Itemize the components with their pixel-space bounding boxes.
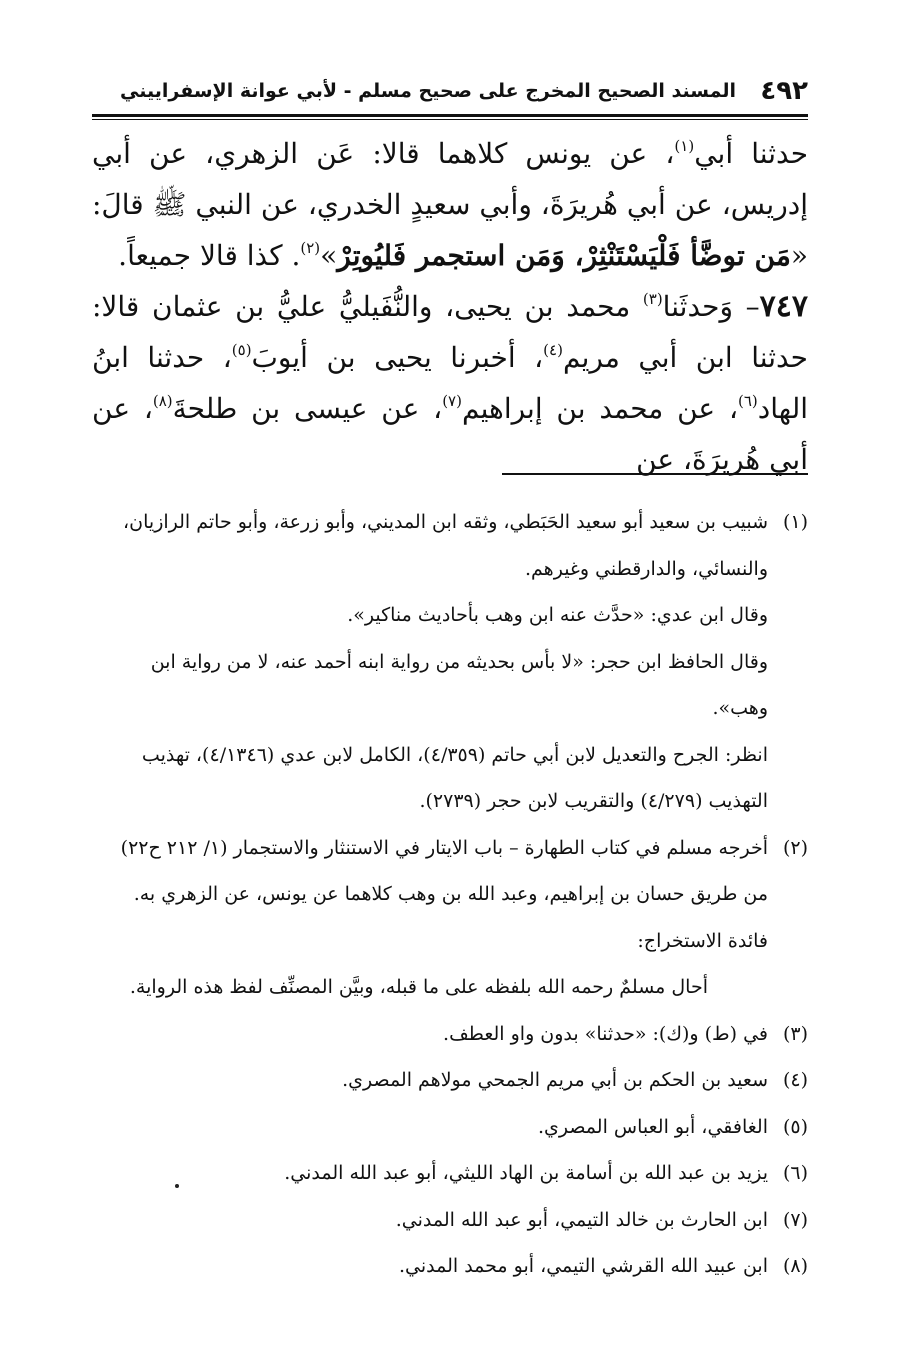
footnote-line: شبيب بن سعيد أبو سعيد الحَبَطي، وثقه ابن المديني، وأبو زرعة، وأبو حاتم الرازيان، والنسائي، والدارقطني وغيرهم. [123,511,768,580]
footnote-1 [92,499,808,825]
footnote-separator [502,473,808,475]
footnote-number: (٨) [782,1255,808,1277]
footnote-text: سعيد بن الحكم بن أبي مريم الجمحي مولاهم المصري. [342,1069,768,1091]
footnote-2 [92,825,808,1011]
footnote-number: (٧) [782,1208,808,1231]
hadith-paragraph-continued [92,128,808,281]
footnote-5 [92,1104,808,1151]
text-run: ، عن يونس كلاهما قالا: عَن الزهري، عن أبي إدريس، عن أبي هُريرَةَ، وأبي سعيدٍ الخدري، عن النبي ﷺ قالَ: « [92,137,808,272]
page-number: ٤٩٢ [760,76,808,106]
footnote-text: الغافقي، أبو العباس المصري. [537,1115,768,1138]
footnote-text: في (ط) و(ك): «حدثنا» بدون واو العطف. [443,1022,768,1045]
text-run: ، عن عيسى بن طلحةَ [172,392,443,425]
footnote-line: أخرجه مسلم في كتاب الطهارة – باب الايتار في الاستنثار والاستجمار (١/ ٢١٢ ح٢٢) من طريق حسان بن إبراهيم، وعبد الله بن وهب كلاهما عن يونس، عن الزهري به. [120,836,768,905]
footnote-line: انظر: الجرح والتعديل لابن أبي حاتم (٤/٣٥٩)، الكامل لابن عدي (٤/١٣٤٦)، تهذيب التهذيب (٤/٢٧٩) والتقريب لابن حجر (٢٧٣٩). [141,743,768,812]
footnotes [92,499,808,1290]
footnote-ref: (٨) [152,392,173,410]
main-text [92,128,808,485]
footnote-6 [92,1150,808,1197]
footnote-ref: (١) [674,137,695,155]
header-rule [92,114,808,117]
hadith-number: ٧٤٧ [759,289,808,324]
text-run: حدثنا أبي [694,137,809,170]
footnote-7 [92,1197,808,1244]
footnote-ref: (٤) [543,341,563,359]
footnote-number: (١) [782,511,808,533]
text-run: . كذا قالا جميعاً. [118,239,301,272]
footnote-line: وقال الحافظ ابن حجر: «لا بأس بحديثه من رواية ابنه أحمد عنه، لا من رواية ابن وهب». [150,650,768,719]
footnote-number: (٢) [782,836,808,859]
text-run: ، حدثنا ابنُ الهاد [92,341,808,425]
footnote-number: (٣) [782,1022,808,1045]
footnote-ref: (٣) [642,290,663,308]
text-run: » [320,239,338,272]
text-run: – وَحدثَنا [662,290,760,323]
scan-speck [175,1184,179,1188]
footnote-line: أحال مسلمٌ رحمه الله بلفظه على ما قبله، وبيَّن المصنِّف لفظ هذه الرواية. [129,976,708,998]
footnote-text: يزيد بن عبد الله بن أسامة بن الهاد الليثي، أبو عبد الله المدني. [284,1162,768,1184]
hadith-paragraph-747 [92,281,808,485]
footnote-text: ابن عبيد الله القرشي التيمي، أبو محمد المدني. [398,1255,768,1277]
footnote-number: (٥) [782,1115,808,1138]
footnote-ref: (٢) [300,239,321,257]
footnote-ref: (٧) [442,392,462,410]
running-title: المسند الصحيح المخرج على صحيح مسلم - لأبي عوانة الإسفراييني [120,80,736,102]
footnote-3 [92,1011,808,1058]
footnote-ref: (٦) [738,392,758,410]
footnote-number: (٤) [782,1069,808,1091]
footnote-line: فائدة الاستخراج: [637,929,768,952]
hadith-matn: مَن توضَّأ فَلْيَسْتَنْثِرْ، وَمَن استجمر فَليُوتِرْ [337,239,791,272]
text-run: محمد بن يحيى، والنُّفَيليُّ عليُّ بن عثمان قالا: حدثنا ابن أبي مريم [92,290,808,374]
text-run: ، أخبرنا يحيى بن أيوبَ [251,341,544,374]
text-run: ، عن محمد بن إبراهيم [461,392,738,425]
footnote-ref: (٥) [231,341,252,359]
footnote-number: (٦) [782,1162,808,1184]
footnote-text: ابن الحارث بن خالد التيمي، أبو عبد الله المدني. [395,1208,768,1231]
text-run: ، عن أبي هُريرَةَ، عن [92,392,808,476]
header-rule-thin [92,119,808,120]
footnote-8 [92,1243,808,1290]
footnote-4 [92,1057,808,1104]
page-header [120,70,808,112]
footnote-line: وقال ابن عدي: «حدَّث عنه ابن وهب بأحاديث مناكير». [347,604,768,626]
